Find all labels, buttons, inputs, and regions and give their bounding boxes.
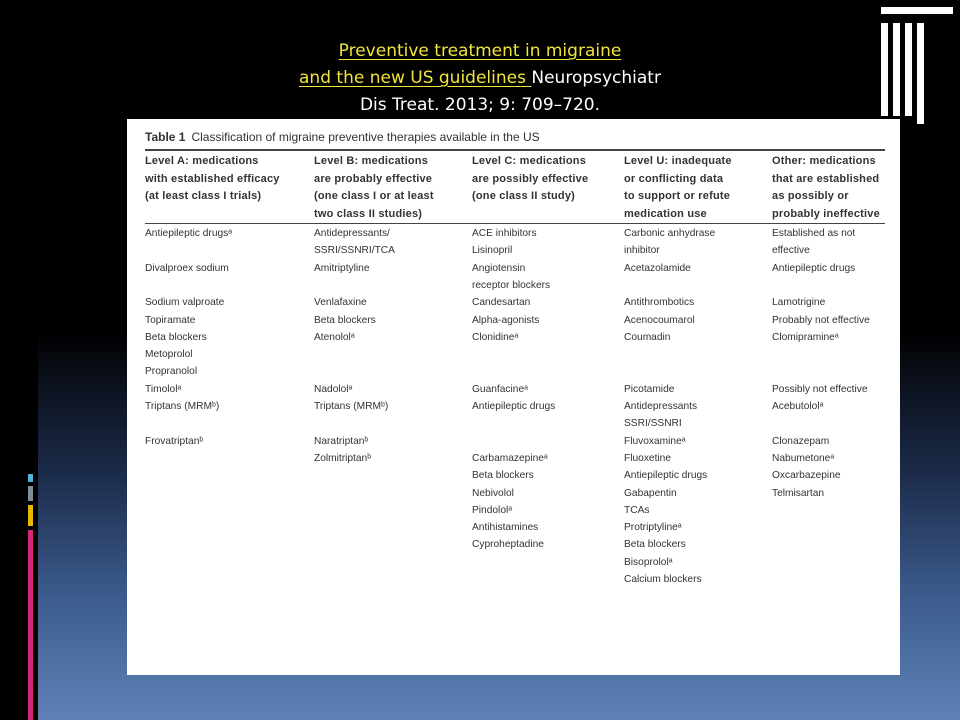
side-accent-cyan <box>28 474 33 482</box>
table-cell: Beta blockers <box>314 314 376 326</box>
table-cell: Possibly not effective <box>772 383 868 395</box>
table-cell: Amitriptyline <box>314 262 370 274</box>
column-header-line: probably ineffective <box>772 207 880 220</box>
table-cell: Divalproex sodium <box>145 262 229 274</box>
table-cell: Pindololᵃ <box>472 504 513 516</box>
table-cell: Acetazolamide <box>624 262 691 274</box>
table-cell: Nabumetoneᵃ <box>772 452 835 464</box>
table-cell: Fluoxetine <box>624 452 672 464</box>
table-cell: ACE inhibitors <box>472 228 537 239</box>
corner-decoration-line <box>893 23 900 116</box>
column-header-line: Level A: medications <box>145 155 259 167</box>
slide-title <box>260 38 700 119</box>
table-cell: Carbonic anhydrase <box>624 228 716 239</box>
table-cell: Antiepileptic drugsᵃ <box>145 228 233 239</box>
column-header-line: are probably effective <box>314 172 433 185</box>
table-cell: Clonazepam <box>772 435 830 447</box>
table-header-rule <box>145 223 885 224</box>
table-cell: Carbamazepineᵃ <box>472 452 548 464</box>
column-header-line: that are established <box>772 172 880 185</box>
corner-decoration-horizontal <box>881 7 953 14</box>
column-header-line: two class II studies) <box>314 207 423 220</box>
table-cell: Picotamide <box>624 383 675 395</box>
table-cell: Fluvoxamineᵃ <box>624 435 686 447</box>
table-cell: Antihistamines <box>472 522 539 534</box>
table-cell: Clonidineᵃ <box>472 331 519 343</box>
table-cell: Oxcarbazepine <box>772 470 841 482</box>
column-header-line: (at least class I trials) <box>145 190 262 202</box>
table-cell: Protriptylineᵃ <box>624 522 682 534</box>
table-cell: Antidepressants/ <box>314 228 390 239</box>
article-link-line1[interactable]: Preventive treatment in migraine <box>338 41 622 61</box>
table-cell: Triptans (MRMᵇ) <box>314 401 389 412</box>
table-cell: Antithrombotics <box>624 297 695 309</box>
table-cell: Antiepileptic drugs <box>772 262 856 274</box>
table-cell: Angiotensin <box>472 262 526 274</box>
table-cell: Lamotrigine <box>772 297 826 309</box>
column-header-line: Level C: medications <box>472 155 587 167</box>
table-cell: Nebivolol <box>472 487 514 499</box>
table-caption-text: Classification of migraine preventive therapies available in the US <box>191 130 540 144</box>
column-header-line: medication use <box>624 207 707 220</box>
journal-name: Neuropsychiatr <box>531 68 661 88</box>
table-cell: Nadololᵃ <box>314 383 353 395</box>
table-cell: Cyproheptadine <box>472 539 544 551</box>
table-cell: Atenololᵃ <box>314 331 355 343</box>
table-cell: SSRI/SSNRI/TCA <box>314 245 395 257</box>
column-header-line: Level B: medications <box>314 155 429 167</box>
column-header-line: are possibly effective <box>472 172 589 185</box>
table-cell: Timololᵃ <box>145 383 182 395</box>
table-cell: SSRI/SSNRI <box>624 418 682 430</box>
table-cell: Antiepileptic drugs <box>624 470 708 482</box>
table-cell: Telmisartan <box>772 487 825 499</box>
column-header-line: with established efficacy <box>145 172 280 185</box>
table-cell: Venlafaxine <box>314 297 367 309</box>
table-cell: Alpha-agonists <box>472 314 540 326</box>
table-cell: Antidepressants <box>624 401 698 412</box>
table-label: Table 1 <box>145 130 186 144</box>
column-header <box>624 153 732 223</box>
table-cell: Sodium valproate <box>145 297 225 309</box>
table-cell: Frovatriptanᵇ <box>145 435 204 447</box>
table-cell: Gabapentin <box>624 487 677 499</box>
side-accent-grey <box>28 486 33 501</box>
table-cell: Antiepileptic drugs <box>472 401 556 412</box>
side-accent-magenta <box>28 530 33 720</box>
table-cell: Candesartan <box>472 297 531 309</box>
table-caption <box>145 130 540 144</box>
column-header-line: Level U: inadequate <box>624 155 732 167</box>
table-cell: Zolmitriptanᵇ <box>314 452 372 464</box>
column-header <box>145 153 280 206</box>
table-cell: Established as not <box>772 228 856 239</box>
table-cell: Guanfacineᵃ <box>472 383 528 395</box>
column-header-line: to support or refute <box>624 190 731 202</box>
column-header-line: Other: medications <box>772 155 876 167</box>
table-cell: Acebutololᵃ <box>772 401 824 412</box>
table-cell: Triptans (MRMᵇ) <box>145 401 220 412</box>
table-cell: Naratriptanᵇ <box>314 435 369 447</box>
table-cell: Lisinopril <box>472 245 513 257</box>
side-accent-gold <box>28 505 33 526</box>
table-cell: receptor blockers <box>472 279 551 291</box>
article-link-line2[interactable]: and the new US guidelines <box>299 68 532 88</box>
table-cell: Topiramate <box>145 314 196 326</box>
table-cell: Metoprolol <box>145 349 193 361</box>
column-header-line: (one class II study) <box>472 190 576 202</box>
table-cell: Coumadin <box>624 331 671 343</box>
column-header <box>472 153 588 206</box>
corner-decoration-line <box>917 23 924 124</box>
table-cell: Beta blockers <box>145 331 207 343</box>
column-header <box>772 153 880 223</box>
table-cell: Acenocoumarol <box>624 314 695 326</box>
corner-decoration-line <box>881 23 888 116</box>
classification-table <box>127 119 900 675</box>
table-cell: Calcium blockers <box>624 574 702 585</box>
table-cell: Beta blockers <box>472 470 534 482</box>
column-header <box>314 153 434 223</box>
column-header-line: as possibly or <box>772 190 849 202</box>
table-cell: inhibitor <box>624 245 660 257</box>
table-cell: effective <box>772 245 810 257</box>
table-top-rule <box>145 149 885 151</box>
table-cell: Bisoprololᵃ <box>624 556 673 568</box>
table-cell: Beta blockers <box>624 539 686 551</box>
corner-decoration-line <box>905 23 912 116</box>
table-cell: Probably not effective <box>772 314 870 326</box>
column-header-line: or conflicting data <box>624 172 724 185</box>
column-header-line: (one class I or at least <box>314 190 434 202</box>
citation: Dis Treat. 2013; 9: 709–720. <box>359 95 601 115</box>
table-cell: TCAs <box>624 504 650 516</box>
table-cell: Clomipramineᵃ <box>772 331 839 343</box>
table-cell: Propranolol <box>145 366 198 378</box>
